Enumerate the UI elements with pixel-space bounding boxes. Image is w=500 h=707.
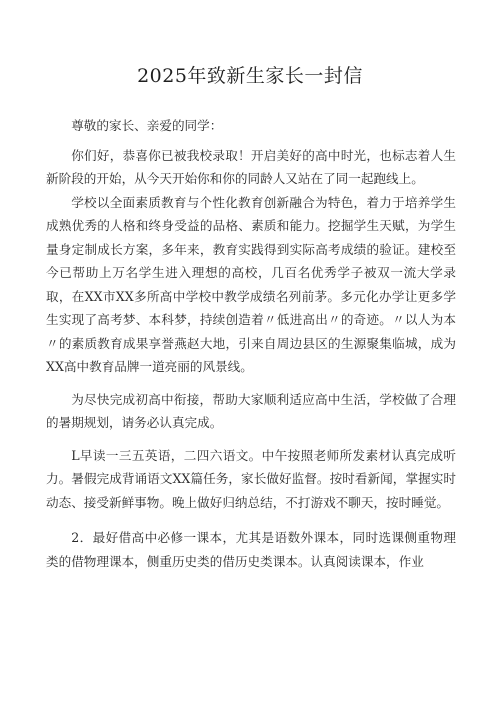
page-title: 2025年致新生家长一封信 [137, 65, 363, 87]
paragraph-greeting: 你们好，恭喜你已被我校录取！开启美好的高中时光，也标志着人生新阶段的开始，从今天开始你和你的同龄人又站在了同一起跑线上。 [46, 147, 456, 186]
salutation: 尊敬的家长、亲爱的同学： [71, 118, 223, 133]
paragraph-summer-plan: 为尽快完成初高中衔接，帮助大家顺利适应高中生活，学校做了合理的暑期规划，请务必认真完成。 [46, 391, 456, 430]
paragraph-item-1: L早读一三五英语，二四六语文。中午按照老师所发素材认真完成听力。暑假完成背诵语文XX篇任务，家长做好监督。按时看新闻，掌握实时动态、接受新鲜事物。晚上做好归纳总结，不打游戏不聊天，按时睡觉。 [46, 447, 456, 510]
paragraph-school-intro: 学校以全面素质教育与个性化教育创新融合为特色，着力于培养学生成熟优秀的人格和终身受益的品格、素质和能力。挖掘学生天赋，为学生量身定制成长方案，多年来，教育实践得到实际高考成绩的验证。建校至今已帮助上万名学生进入理想的高校，几百名优秀学子被双一流大学录取，在XX市XX多所高中学校中教学成绩名列前茅。多元化办学让更多学生实现了高考梦、本科梦，持续创造着〃低进高出〃的奇迹。〃以人为本〃的素质教育成果享誉燕赵大地，引来自周边县区的生源聚集临城，成为XX高中教育品牌一道亮丽的风景线。 [46, 194, 456, 374]
letter-body [46, 114, 456, 573]
paragraph-item-2: 2．最好借高中必修一课本，尤其是语数外课本，同时选课侧重物理类的借物理课本，侧重历史类的借历史类课本。认真阅读课本，作业 [46, 530, 456, 569]
